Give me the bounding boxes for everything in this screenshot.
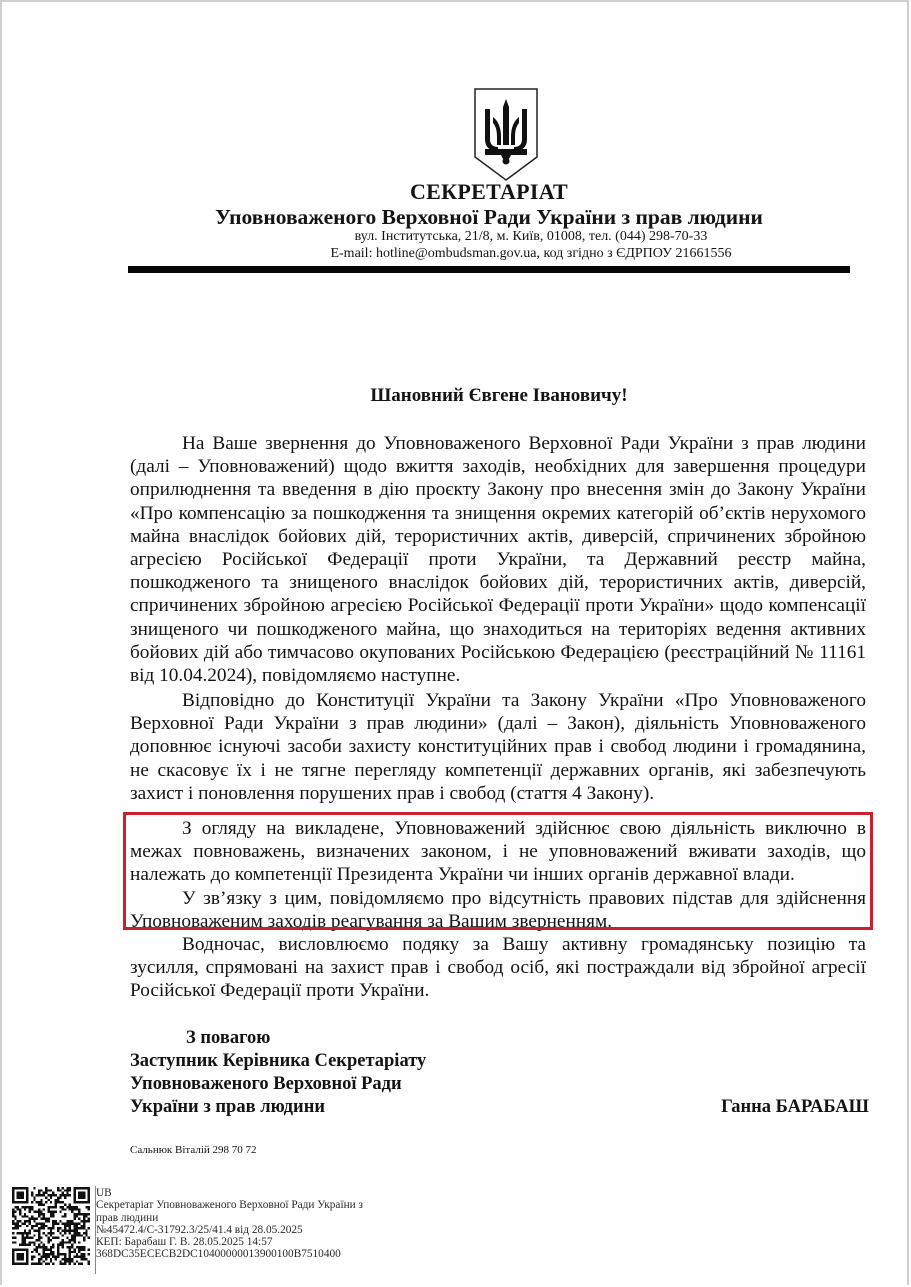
signature-position-line: Уповноваженого Верховної Ради bbox=[130, 1074, 402, 1094]
executor-contact: Сальнюк Віталій 298 70 72 bbox=[130, 1144, 257, 1156]
stamp-line: КЕП: Барабаш Г. В. 28.05.2025 14:57 bbox=[96, 1236, 273, 1249]
signature-position-line: Заступник Керівника Секретаріату bbox=[130, 1051, 427, 1071]
red-highlight-box bbox=[123, 812, 873, 930]
letterhead-divider bbox=[128, 266, 850, 273]
paragraph-text: Відповідно до Конституції України та Закону України «Про Уповноваженого Верховної Ради України з прав людини» (далі – Закон), діяльність Уповноваженого доповнює існуючі засоби захисту конституційних прав і свобод людини і громадянина, не скасовує їх і не тягне перегляду компетенції державних органів, які забезпечують захист і поновлення порушених прав і свобод (стаття 4 Закону). bbox=[130, 690, 866, 804]
signature-position-line: України з прав людини bbox=[130, 1097, 326, 1117]
paragraph-text: У зв’язку з цим, повідомляємо про відсутність правових підстав для здійснення Уповноваженим заходів реагування за Вашим зверненням. bbox=[130, 887, 866, 932]
signature-regards: З повагою bbox=[186, 1028, 271, 1048]
letterhead-address: вул. Інститутська, 21/8, м. Київ, 01008, тел. (044) 298-70-33 bbox=[354, 229, 708, 244]
ukraine-trident-emblem-icon bbox=[471, 87, 541, 182]
stamp-line: №45472.4/С-31792.3/25/41.4 від 28.05.2025 bbox=[96, 1223, 303, 1236]
letterhead-title: СЕКРЕТАРІАТ bbox=[409, 179, 569, 204]
qr-code-icon bbox=[12, 1187, 90, 1265]
stamp-line: Секретаріат Уповноваженого Верховної Ради України з bbox=[96, 1199, 363, 1212]
salutation: Шановний Євгене Івановичу! bbox=[370, 385, 628, 406]
letterhead-email: E-mail: hotline@ombudsman.gov.ua, код згідно з ЄДРПОУ 21661556 bbox=[330, 246, 732, 261]
signature-position bbox=[130, 1050, 426, 1119]
paragraph-text: Водночас, висловлюємо подяку за Вашу активну громадянську позицію та зусилля, спрямовані на захист прав і свобод осіб, які постраждали від збройної агресії Російської Федерації проти України. bbox=[130, 934, 866, 1002]
signatory-name: Ганна БАРАБАШ bbox=[721, 1097, 869, 1117]
paragraph-text: З огляду на викладене, Уповноважений здійснює свою діяльність виключно в межах повноважень, визначених законом, і не уповноважений вживати заходів, що належать до компетенції Президента України чи інших органів державної влади. bbox=[130, 818, 866, 886]
letterhead-subtitle: Уповноваженого Верховної Ради України з прав людини bbox=[215, 205, 763, 229]
letter-body-paragraph-5 bbox=[130, 933, 866, 1003]
stamp-line: 368DC35ECECB2DC10400000013900100B7510400 bbox=[96, 1248, 341, 1261]
letter-body-paragraph-1 bbox=[130, 432, 866, 687]
paragraph-text: На Ваше звернення до Уповноваженого Верховної Ради України з прав людини (далі – Уповноважений) щодо вжиття заходів, необхідних для завершення процедури оприлюднення та введення в дію проєкту Закону про внесення змін до Закону України «Про компенсацію за пошкодження та знищення окремих категорій об’єктів нерухомого майна внаслідок бойових дій, терористичних актів, диверсій, спричинених збройною агресією Російської Федерації проти України, та Державний реєстр майна, пошкодженого та знищеного внаслідок бойових дій, терористичних актів, диверсій, спричинених збройною агресією Російської Федерації проти України» щодо компенсації знищеного чи пошкодженого майна, що знаходиться на територіях ведення активних бойових дій або тимчасово окупованих Російською Федерацією (реєстраційний № 11161 від 10.04.2024), повідомляємо наступне. bbox=[130, 433, 866, 687]
electronic-signature-stamp bbox=[96, 1187, 416, 1261]
letter-body-paragraph-2 bbox=[130, 689, 866, 805]
stamp-line: UB bbox=[96, 1187, 112, 1199]
stamp-line: прав людини bbox=[96, 1211, 159, 1224]
